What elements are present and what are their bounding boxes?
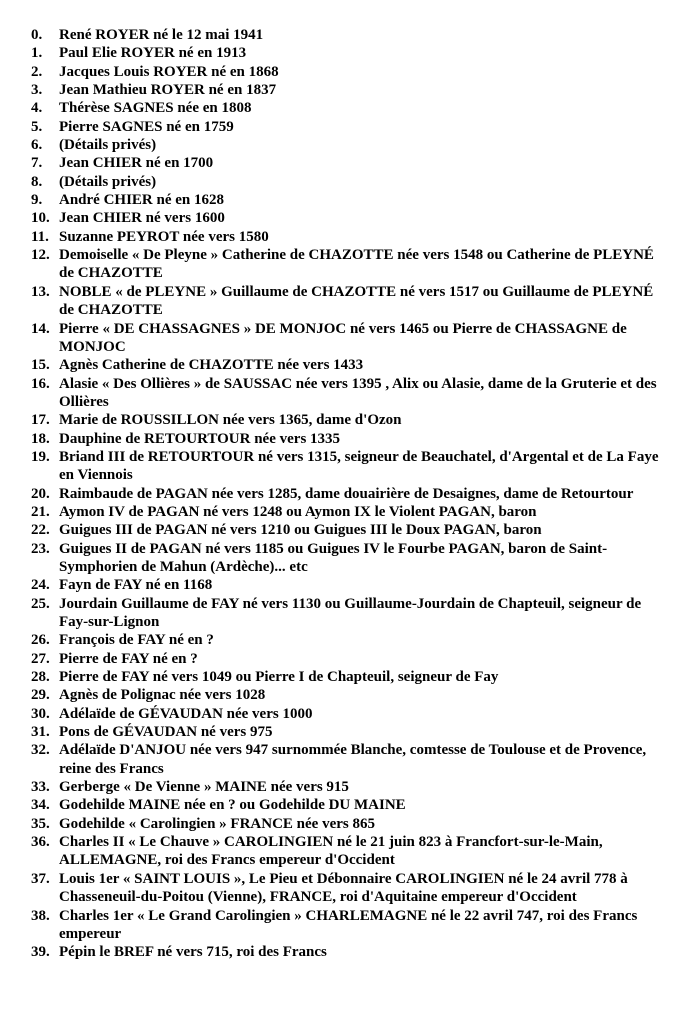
- entry-number: 18.: [31, 430, 50, 447]
- entry-text: André CHIER né en 1628: [59, 192, 225, 209]
- entry-text: Marie de ROUSSILLON née vers 1365, dame d'Ozon: [59, 412, 402, 429]
- entry-number: 8.: [31, 173, 43, 190]
- list-item: [0, 503, 678, 521]
- entry-text: Adélaïde de GÉVAUDAN née vers 1000: [59, 705, 313, 722]
- list-item: [0, 650, 678, 668]
- entry-text: François de FAY né en ?: [59, 632, 214, 649]
- entry-text: Charles II « Le Chauve » CAROLINGIEN né le 21 juin 823 à Francfort-sur-le-Main, ALLEMAGNE, roi des Francs empereur d'Occident: [59, 834, 603, 869]
- list-item: [0, 63, 678, 81]
- entry-text: Jean CHIER né en 1700: [59, 155, 214, 172]
- list-item: [0, 686, 678, 704]
- list-item: [0, 723, 678, 741]
- entry-number: 0.: [31, 27, 43, 43]
- entry-number: 37.: [31, 870, 50, 887]
- list-item: [0, 796, 678, 814]
- entry-text: Demoiselle « De Pleyne » Catherine de CHAZOTTE née vers 1548 ou Catherine de PLEYNÉ de CHAZOTTE: [59, 247, 654, 282]
- entry-text: Pierre de FAY né vers 1049 ou Pierre I de Chapteuil, seigneur de Fay: [59, 669, 499, 686]
- entry-text: Suzanne PEYROT née vers 1580: [59, 228, 269, 245]
- entry-text: (Détails privés): [59, 137, 157, 154]
- list-item: [0, 815, 678, 833]
- entry-text: Jean Mathieu ROYER né en 1837: [59, 82, 277, 99]
- entry-number: 36.: [31, 834, 50, 851]
- list-item: [0, 448, 678, 485]
- entry-text: Gerberge « De Vienne » MAINE née vers 915: [59, 779, 349, 796]
- list-item: [0, 540, 678, 577]
- entry-text: Fayn de FAY né en 1168: [59, 577, 213, 594]
- list-item: [0, 485, 678, 503]
- list-item: [0, 246, 678, 283]
- entry-number: 10.: [31, 210, 50, 227]
- list-item: [0, 99, 678, 117]
- entry-text: Thérèse SAGNES née en 1808: [59, 100, 252, 117]
- entry-text: Guigues III de PAGAN né vers 1210 ou Guigues III le Doux PAGAN, baron: [59, 522, 542, 539]
- entry-text: Guigues II de PAGAN né vers 1185 ou Guigues IV le Fourbe PAGAN, baron de Saint-Symphorien de Mahun (Ardèche)... etc: [59, 540, 608, 575]
- entry-number: 31.: [31, 724, 50, 741]
- entry-number: 35.: [31, 815, 50, 832]
- entry-number: 3.: [31, 82, 43, 99]
- entry-number: 25.: [31, 595, 50, 612]
- list-item: [0, 595, 678, 632]
- entry-number: 33.: [31, 779, 50, 796]
- list-item: [0, 631, 678, 649]
- entry-text: Jacques Louis ROYER né en 1868: [59, 63, 279, 80]
- list-item: [0, 411, 678, 429]
- entry-number: 16.: [31, 375, 50, 392]
- entry-text: Paul Elie ROYER né en 1913: [59, 45, 247, 62]
- entry-number: 19.: [31, 448, 50, 465]
- entry-number: 23.: [31, 540, 50, 557]
- list-item: [0, 870, 678, 907]
- list-item: [0, 833, 678, 870]
- entry-text: Alasie « Des Ollières » de SAUSSAC née vers 1395 , Alix ou Alasie, dame de la Gruterie et des Ollières: [59, 375, 657, 410]
- list-item: [0, 26, 678, 44]
- list-item: [0, 173, 678, 191]
- list-item: [0, 44, 678, 62]
- entry-text: Aymon IV de PAGAN né vers 1248 ou Aymon IX le Violent PAGAN, baron: [59, 503, 537, 520]
- list-item: [0, 154, 678, 172]
- entry-text: Jourdain Guillaume de FAY né vers 1130 ou Guillaume-Jourdain de Chapteuil, seigneur de Fay-sur-Lignon: [59, 595, 642, 630]
- list-item: [0, 375, 678, 412]
- entry-text: Louis 1er « SAINT LOUIS », Le Pieu et Débonnaire CAROLINGIEN né le 24 avril 778 à Chasseneuil-du-Poitou (Vienne), FRANCE, roi d'Aquitaine empereur d'Occident: [59, 870, 628, 906]
- entry-number: 14.: [31, 320, 50, 337]
- list-item: [0, 430, 678, 448]
- list-item: [0, 668, 678, 686]
- entry-number: 1.: [31, 45, 43, 62]
- entry-number: 32.: [31, 742, 50, 759]
- entry-number: 7.: [31, 155, 43, 172]
- entry-text: René ROYER né le 12 mai 1941: [59, 27, 264, 43]
- list-item: [0, 741, 678, 778]
- list-item: [0, 778, 678, 796]
- entry-number: 15.: [31, 357, 50, 374]
- entry-text: Agnès Catherine de CHAZOTTE née vers 1433: [59, 357, 364, 374]
- list-item: [0, 356, 678, 374]
- entry-text: Pierre de FAY né en ?: [59, 650, 198, 667]
- list-item: [0, 118, 678, 136]
- list-item: [0, 705, 678, 723]
- entry-number: 9.: [31, 192, 43, 209]
- list-item: [0, 228, 678, 246]
- entry-text: Jean CHIER né vers 1600: [59, 210, 225, 227]
- entry-text: Pierre « DE CHASSAGNES » DE MONJOC né vers 1465 ou Pierre de CHASSAGNE de MONJOC: [59, 320, 627, 355]
- entry-text: Adélaïde D'ANJOU née vers 947 surnommée Blanche, comtesse de Toulouse et de Provence, reine des Francs: [59, 742, 647, 777]
- entry-text: Godehilde MAINE née en ? ou Godehilde DU MAINE: [59, 797, 406, 814]
- entry-number: 27.: [31, 650, 50, 667]
- entry-number: 24.: [31, 577, 50, 594]
- entry-text: Briand III de RETOURTOUR né vers 1315, seigneur de Beauchatel, d'Argental et de La Faye en Viennois: [59, 448, 659, 484]
- entry-number: 13.: [31, 283, 50, 300]
- entry-number: 11.: [31, 228, 49, 245]
- list-item: [0, 209, 678, 227]
- entry-number: 6.: [31, 137, 43, 154]
- entry-text: Charles 1er « Le Grand Carolingien » CHARLEMAGNE né le 22 avril 747, roi des Francs empereur: [59, 907, 638, 942]
- entry-text: NOBLE « de PLEYNE » Guillaume de CHAZOTTE né vers 1517 ou Guillaume de PLEYNÉ de CHAZOTTE: [59, 283, 654, 319]
- list-item: [0, 576, 678, 594]
- list-item: [0, 320, 678, 357]
- entry-number: 22.: [31, 522, 50, 539]
- entry-text: (Détails privés): [59, 173, 157, 190]
- list-item: [0, 81, 678, 99]
- entry-number: 34.: [31, 797, 50, 814]
- entry-number: 29.: [31, 687, 50, 704]
- entry-number: 12.: [31, 247, 50, 264]
- list-item: [0, 521, 678, 539]
- entry-number: 20.: [31, 485, 50, 502]
- entry-number: 17.: [31, 412, 50, 429]
- entry-number: 5.: [31, 118, 43, 135]
- list-item: [0, 943, 678, 961]
- list-item: [0, 191, 678, 209]
- entry-number: 39.: [31, 944, 50, 961]
- list-item: [0, 907, 678, 944]
- entry-number: 4.: [31, 100, 43, 117]
- entry-text: Godehilde « Carolingien » FRANCE née vers 865: [59, 815, 375, 832]
- entry-text: Pépin le BREF né vers 715, roi des Francs: [59, 944, 327, 961]
- entry-number: 28.: [31, 669, 50, 686]
- entry-text: Pierre SAGNES né en 1759: [59, 118, 234, 135]
- entry-number: 30.: [31, 705, 50, 722]
- entry-number: 26.: [31, 632, 50, 649]
- entry-number: 21.: [31, 503, 50, 520]
- entry-text: Dauphine de RETOURTOUR née vers 1335: [59, 430, 341, 447]
- entry-text: Agnès de Polignac née vers 1028: [59, 687, 266, 704]
- entry-number: 38.: [31, 907, 50, 924]
- list-item: [0, 136, 678, 154]
- entry-text: Raimbaude de PAGAN née vers 1285, dame douairière de Desaignes, dame de Retourtour: [59, 485, 634, 502]
- entry-text: Pons de GÉVAUDAN né vers 975: [59, 724, 273, 741]
- genealogy-list: [0, 26, 678, 962]
- entry-number: 2.: [31, 63, 43, 80]
- list-item: [0, 283, 678, 320]
